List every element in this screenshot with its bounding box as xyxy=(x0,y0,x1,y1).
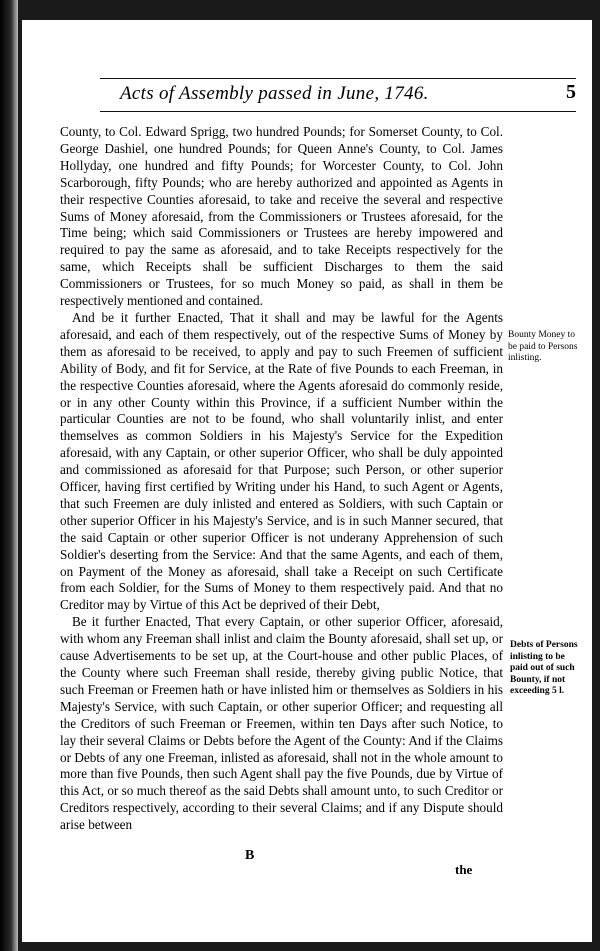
header-rule-bottom xyxy=(100,111,576,112)
body-text xyxy=(60,124,503,834)
page-number: 5 xyxy=(566,81,576,103)
margin-note-bounty: Bounty Money to be paid to Persons inlisting. xyxy=(508,330,578,363)
scan-edge xyxy=(0,0,18,951)
paragraph: And be it further Enacted, That it shall and may be lawful for the Agents aforesaid, and each of them respectively, out of the respective Sums of Money by them as aforesaid to be received, to apply and pay to such Freemen of sufficient Ability of Body, and fit for Service, at the Rate of five Pounds to each Freeman, in the respective Counties aforesaid, where the Agents aforesaid do commonly reside, or in any other County within this Province, if a sufficient Number within the particular Counties are not to be found, who shall voluntarily inlist, and enter themselves as common Soldiers in his Majesty's Service for the Expedition aforesaid, with any Captain, or other superior Officer, who shall be duly appointed and commissioned as aforesaid for that Purpose; such Person, or other superior Officer, having first certified by Writing under his Hand, to such Agent or Agents, that such Freemen are duly inlisted and entered as Soldiers, with such Captain or other superior Officer in his Majesty's Service, and is in such Manner secured, that the said Captain or other superior Officer is not underany Apprehension of such Soldier's deserting from the Service: And that the same Agents, and each of them, on Payment of the Money as aforesaid, shall take a Receipt on such Certificate from each Soldier, for the Sums of Money to them respectively paid. And that no Creditor may by Virtue of this Act be deprived of their Debt, xyxy=(60,309,503,613)
signature-mark: B xyxy=(245,848,255,863)
margin-note-debts: Debts of Persons inlisting to be paid out of such Bounty, if not exceeding 5 l. xyxy=(510,640,578,696)
catchword: the xyxy=(455,862,473,877)
paragraph: Be it further Enacted, That every Captain, or other superior Officer, aforesaid, with whom any Freeman shall inlist and claim the Bounty aforesaid, shall set up, or cause Advertisements to be set up, at the Court-house and other public Places, of the County where such Freeman shall reside, thereby giving public Notice, that such Freeman or Freemen hath or have inlisted him or themselves as Soldiers in his Majesty's Service, with such Captain, or other superior Officer; and requesting all the Creditors of such Freeman or Freemen, within ten Days after such Notice, to lay their several Claims or Debts before the Agent of the County: And if the Claims or Debts of any one Freeman, inlisted as aforesaid, shall not in the whole amount to more than five Pounds, then such Agent shall pay the five Pounds, due by Virtue of this Act, or so much thereof as the said Debts shall amount unto, to such Creditor or Creditors respectively, according to their several Claims; and if any Dispute should arise between xyxy=(60,614,503,833)
paragraph: County, to Col. Edward Sprigg, two hundred Pounds; for Somerset County, to Col. George Dashiel, one hundred Pounds; for Queen Anne's County, to Col. James Hollyday, one hundred and fifty Pounds; for Worcester County, to Col. John Scarborough, fifty Pounds; who are hereby authorized and appointed as Agents in their respective Counties aforesaid, to take and receive the several and respective Sums of Money aforesaid, from the Commissioners or Trustees aforesaid, for the Time being; which said Commissioners or Trustees are hereby impowered and required to pay the same as aforesaid, and to take Receipts respectively for the same, which Receipts shall be sufficient Discharges to them the said Commissioners or Trustees, for so much Money so paid, as shall in them be respectively mentioned and contained. xyxy=(60,124,503,309)
header-rule-top xyxy=(100,78,576,79)
running-head: Acts of Assembly passed in June, 1746. xyxy=(120,83,429,104)
page-header xyxy=(100,78,576,114)
